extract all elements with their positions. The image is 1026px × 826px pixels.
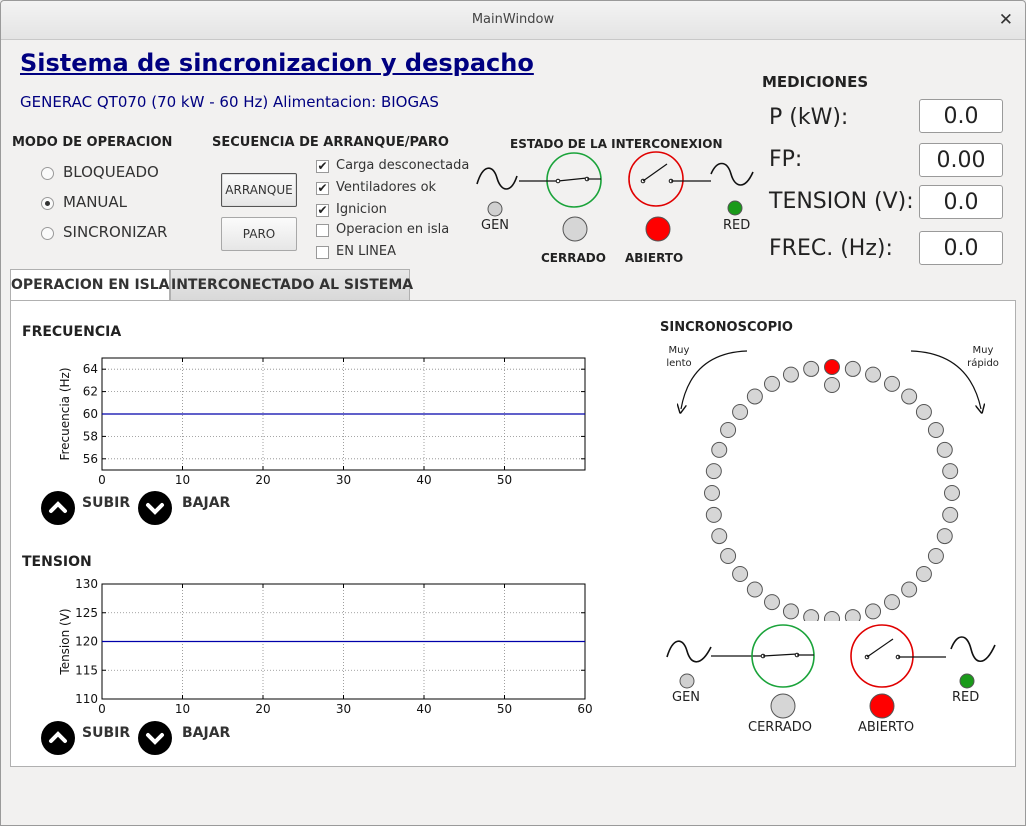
closed-indicator-icon xyxy=(771,694,795,718)
y-axis-label: Tension (V) xyxy=(58,608,72,675)
synchroscope-ring xyxy=(661,341,1011,621)
checkbox-box xyxy=(316,246,329,259)
slow-label-line: Muy xyxy=(668,345,690,356)
sync-red-label: RED xyxy=(952,690,980,705)
checkbox-label: Carga desconectada xyxy=(336,158,470,173)
checkbox-box: ✔ xyxy=(317,181,328,195)
sync-lamp xyxy=(733,405,748,420)
red-label: RED xyxy=(723,218,751,233)
volt-down-label: BAJAR xyxy=(182,725,231,741)
x-tick-label: 0 xyxy=(98,473,106,487)
fast-label-line: rápido xyxy=(967,358,999,369)
app-subtitle: GENERAC QT070 (70 kW - 60 Hz) Alimentacion: BIOGAS xyxy=(20,93,439,111)
generator-wave-icon xyxy=(477,168,517,189)
open-indicator-icon xyxy=(870,694,894,718)
sync-lamp xyxy=(747,582,762,597)
measurements-heading: MEDICIONES xyxy=(762,73,869,91)
sync-lamp xyxy=(866,604,881,619)
sync-open-label: ABIERTO xyxy=(858,720,915,735)
sync-lamp xyxy=(945,486,960,501)
x-tick-label: 40 xyxy=(416,473,432,487)
radio-label: SINCRONIZAR xyxy=(63,223,168,241)
checkbox-label: Operacion en isla xyxy=(336,222,450,237)
open-indicator-icon xyxy=(646,217,670,241)
voltage-value: 0.0 xyxy=(919,185,1003,219)
sync-lamp xyxy=(783,367,798,382)
sync-lamp xyxy=(733,566,748,581)
sync-lamp xyxy=(937,529,952,544)
volt-down-button[interactable] xyxy=(138,721,172,755)
radio-label: BLOQUEADO xyxy=(63,163,159,181)
sync-lamp xyxy=(902,389,917,404)
power-value: 0.0 xyxy=(919,99,1003,133)
open-breaker-icon xyxy=(629,152,683,206)
sync-reference-lamp xyxy=(825,378,840,393)
x-tick-label: 20 xyxy=(255,473,271,487)
gen-label: GEN xyxy=(481,218,510,233)
sync-closed-label: CERRADO xyxy=(748,720,812,735)
y-tick-label: 62 xyxy=(82,384,98,399)
power-label: P (kW): xyxy=(769,105,849,130)
sync-lamp xyxy=(712,529,727,544)
x-tick-label: 10 xyxy=(174,473,191,487)
freq-down-button[interactable] xyxy=(138,491,172,525)
x-tick-label: 60 xyxy=(577,702,593,716)
x-tick-label: 20 xyxy=(255,702,271,716)
radio-bloqueado[interactable] xyxy=(41,163,221,185)
chevron-down-icon xyxy=(138,721,172,755)
pf-value: 0.00 xyxy=(919,143,1003,177)
generator-wave-icon xyxy=(667,641,711,662)
window-title: MainWindow xyxy=(471,12,555,27)
radio-label: MANUAL xyxy=(63,193,128,211)
sequence-heading: SECUENCIA DE ARRANQUE/PARO xyxy=(212,135,449,150)
freq-up-label: SUBIR xyxy=(82,495,131,511)
sync-lamp xyxy=(825,360,840,375)
sync-lamp xyxy=(866,367,881,382)
app-title: Sistema de sincronizacion y despacho xyxy=(20,49,534,77)
gen-led-icon xyxy=(680,674,694,688)
x-tick-label: 0 xyxy=(98,702,106,716)
chevron-up-icon xyxy=(41,491,75,525)
interconnection-diagram xyxy=(471,146,761,251)
y-tick-label: 60 xyxy=(82,407,98,421)
sync-lamp xyxy=(705,486,720,501)
checkbox-label: Ignicion xyxy=(336,202,387,217)
checkbox-box xyxy=(316,224,329,237)
y-tick-label: 58 xyxy=(82,429,98,444)
sync-lamp xyxy=(928,423,943,438)
open-breaker-icon xyxy=(851,625,913,687)
checkbox-label: EN LINEA xyxy=(336,244,396,259)
sync-lamp xyxy=(943,507,958,522)
frequency-plot-heading: FRECUENCIA xyxy=(22,324,122,340)
y-tick-label: 120 xyxy=(75,634,98,649)
start-button[interactable]: ARRANQUE xyxy=(221,173,297,207)
sync-lamp xyxy=(721,423,736,438)
freq-down-label: BAJAR xyxy=(182,495,231,511)
sync-lamp xyxy=(706,464,721,479)
sync-lamp xyxy=(902,582,917,597)
voltage-plot-heading: TENSION xyxy=(22,554,92,570)
tab-interconectado[interactable]: INTERCONECTADO AL SISTEMA xyxy=(170,269,410,301)
open-label: ABIERTO xyxy=(625,251,684,265)
sync-lamp xyxy=(916,405,931,420)
sync-lamp xyxy=(783,604,798,619)
clockwise-arrow-icon xyxy=(911,351,981,409)
radio-manual[interactable] xyxy=(41,193,221,215)
sync-lamp xyxy=(721,549,736,564)
grid-wave-icon xyxy=(711,164,753,186)
tab-operacion-en-isla[interactable]: OPERACION EN ISLA xyxy=(10,269,170,302)
stop-button[interactable]: PARO xyxy=(221,217,297,251)
fast-label-line: Muy xyxy=(972,345,994,356)
sync-lamp xyxy=(706,507,721,522)
grid-led-icon xyxy=(728,201,742,215)
sync-lamp xyxy=(885,376,900,391)
pf-label: FP: xyxy=(769,147,803,172)
y-tick-label: 125 xyxy=(75,605,98,620)
checkbox-box: ✔ xyxy=(317,159,328,173)
sync-lamp xyxy=(765,595,780,610)
close-icon[interactable]: ✕ xyxy=(998,10,1013,30)
closed-breaker-icon xyxy=(547,153,601,207)
radio-indicator xyxy=(41,227,54,240)
radio-indicator xyxy=(41,197,54,210)
y-tick-label: 64 xyxy=(82,362,98,377)
sync-lamp xyxy=(885,595,900,610)
checkbox-box: ✔ xyxy=(317,203,328,217)
x-tick-label: 50 xyxy=(496,473,513,487)
y-tick-label: 56 xyxy=(82,451,98,466)
y-tick-label: 130 xyxy=(75,579,98,591)
x-tick-label: 50 xyxy=(496,702,513,716)
radio-sincronizar[interactable] xyxy=(41,223,221,245)
y-tick-label: 115 xyxy=(75,663,98,678)
frequency-label: FREC. (Hz): xyxy=(769,236,893,261)
grid-led-icon xyxy=(960,674,974,688)
sync-gen-label: GEN xyxy=(672,690,701,705)
frequency-value: 0.0 xyxy=(919,231,1003,265)
sync-lamp xyxy=(937,442,952,457)
x-tick-label: 40 xyxy=(416,702,432,716)
sync-lamp xyxy=(747,389,762,404)
mode-heading: MODO DE OPERACION xyxy=(12,135,173,150)
gen-led-icon xyxy=(488,202,502,216)
counterclockwise-arrow-icon xyxy=(681,351,747,409)
closed-indicator-icon xyxy=(563,217,587,241)
checkbox-label: Ventiladores ok xyxy=(336,180,437,195)
slow-label-line: lento xyxy=(666,358,692,369)
freq-up-button[interactable] xyxy=(41,491,75,525)
chevron-up-icon xyxy=(41,721,75,755)
x-tick-label: 10 xyxy=(174,702,191,716)
grid-wave-icon xyxy=(951,637,995,661)
sync-lamp xyxy=(928,549,943,564)
voltage-chart xyxy=(56,579,601,719)
closed-label: CERRADO xyxy=(541,251,606,265)
y-axis-label: Frecuencia (Hz) xyxy=(58,367,72,461)
interconnection-heading: ESTADO DE LA INTERCONEXION xyxy=(510,137,723,151)
volt-up-label: SUBIR xyxy=(82,725,131,741)
y-tick-label: 110 xyxy=(75,692,98,706)
sync-lamp xyxy=(804,361,819,376)
sync-lamp xyxy=(916,566,931,581)
volt-up-button[interactable] xyxy=(41,721,75,755)
sync-lamp xyxy=(765,376,780,391)
voltage-label: TENSION (V): xyxy=(769,189,914,214)
sync-lamp xyxy=(943,464,958,479)
x-tick-label: 30 xyxy=(335,702,352,716)
sync-lamp xyxy=(845,361,860,376)
synchroscope-heading: SINCRONOSCOPIO xyxy=(660,320,793,335)
radio-indicator xyxy=(41,167,54,180)
chevron-down-icon xyxy=(138,491,172,525)
frequency-chart xyxy=(56,353,601,491)
x-tick-label: 30 xyxy=(335,473,352,487)
title-bar xyxy=(1,1,1025,40)
sync-lamp xyxy=(712,442,727,457)
